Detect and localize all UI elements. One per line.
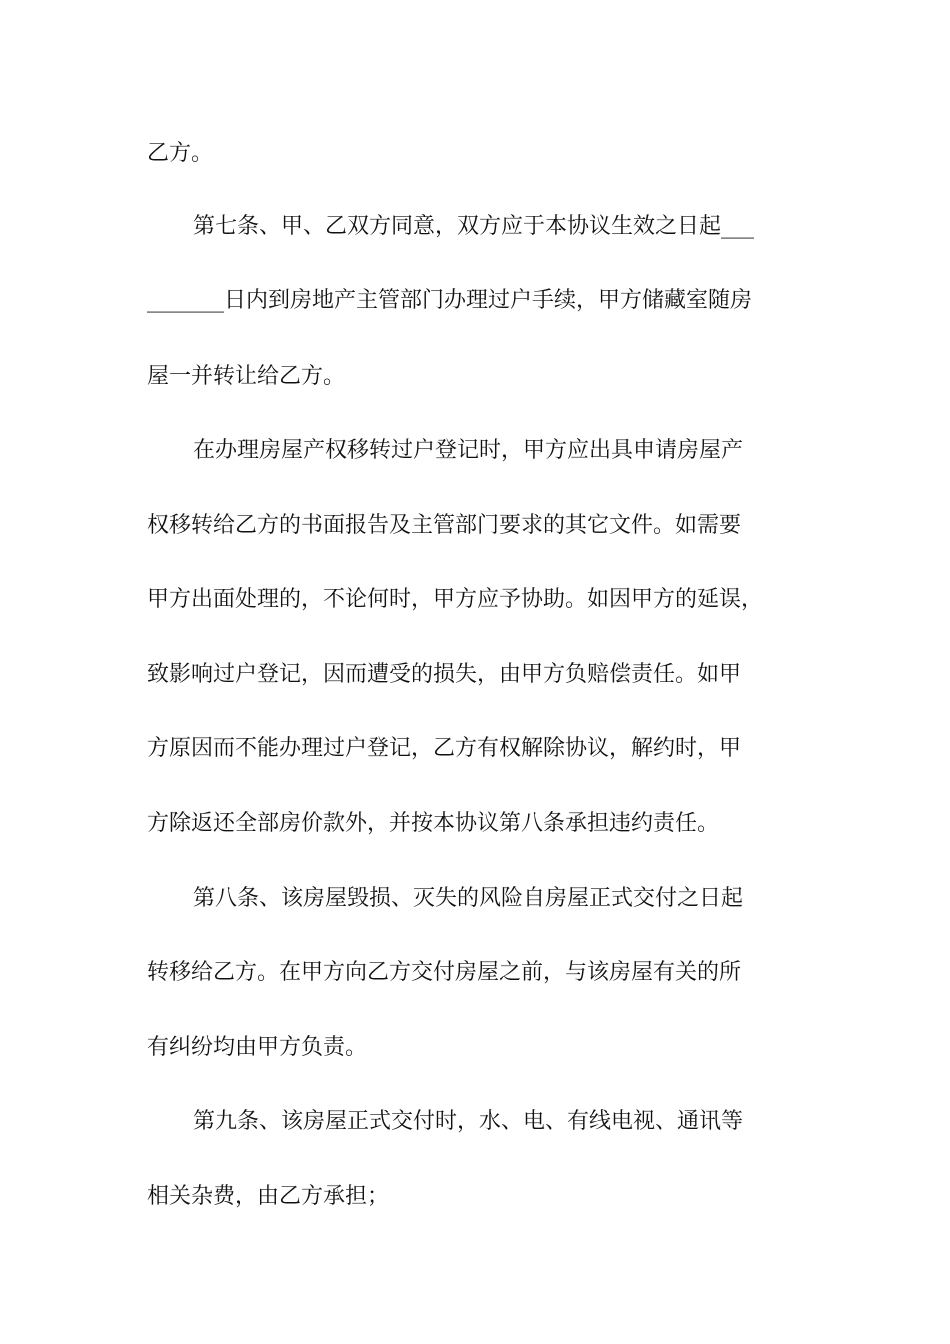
text-line: 相关杂费，由乙方承担； — [147, 1184, 390, 1209]
text-line: 致影响过户登记，因而遭受的损失，由甲方负赔偿责任。如甲 — [147, 662, 742, 687]
text-line: 转移给乙方。在甲方向乙方交付房屋之前，与该房屋有关的所 — [147, 960, 742, 985]
text-line: 权移转给乙方的书面报告及主管部门要求的其它文件。如需要 — [147, 513, 742, 538]
text-line: 屋一并转让给乙方。 — [147, 364, 346, 389]
text-line: 乙方。 — [147, 141, 214, 166]
text-line: _______日内到房地产主管部门办理过户手续，甲方储藏室随房 — [147, 288, 753, 313]
paragraph-article-8-start: 第八条、该房屋毁损、灭失的风险自房屋正式交付之日起 — [193, 886, 744, 911]
paragraph-article-9-start: 第九条、该房屋正式交付时，水、电、有线电视、通讯等 — [193, 1109, 744, 1134]
paragraph-article-7-start: 第七条、甲、乙双方同意，双方应于本协议生效之日起___ — [193, 214, 755, 239]
paragraph-transfer-registration-start: 在办理房屋产权移转过户登记时，甲方应出具申请房屋产 — [193, 438, 744, 463]
text-line: 方原因而不能办理过户登记，乙方有权解除协议，解约时，甲 — [147, 736, 742, 761]
text-line: 有纠纷均由甲方负责。 — [147, 1035, 368, 1060]
text-line: 甲方出面处理的，不论何时，甲方应予协助。如因甲方的延误， — [147, 587, 764, 612]
text-line: 方除返还全部房价款外，并按本协议第八条承担违约责任。 — [147, 811, 720, 836]
